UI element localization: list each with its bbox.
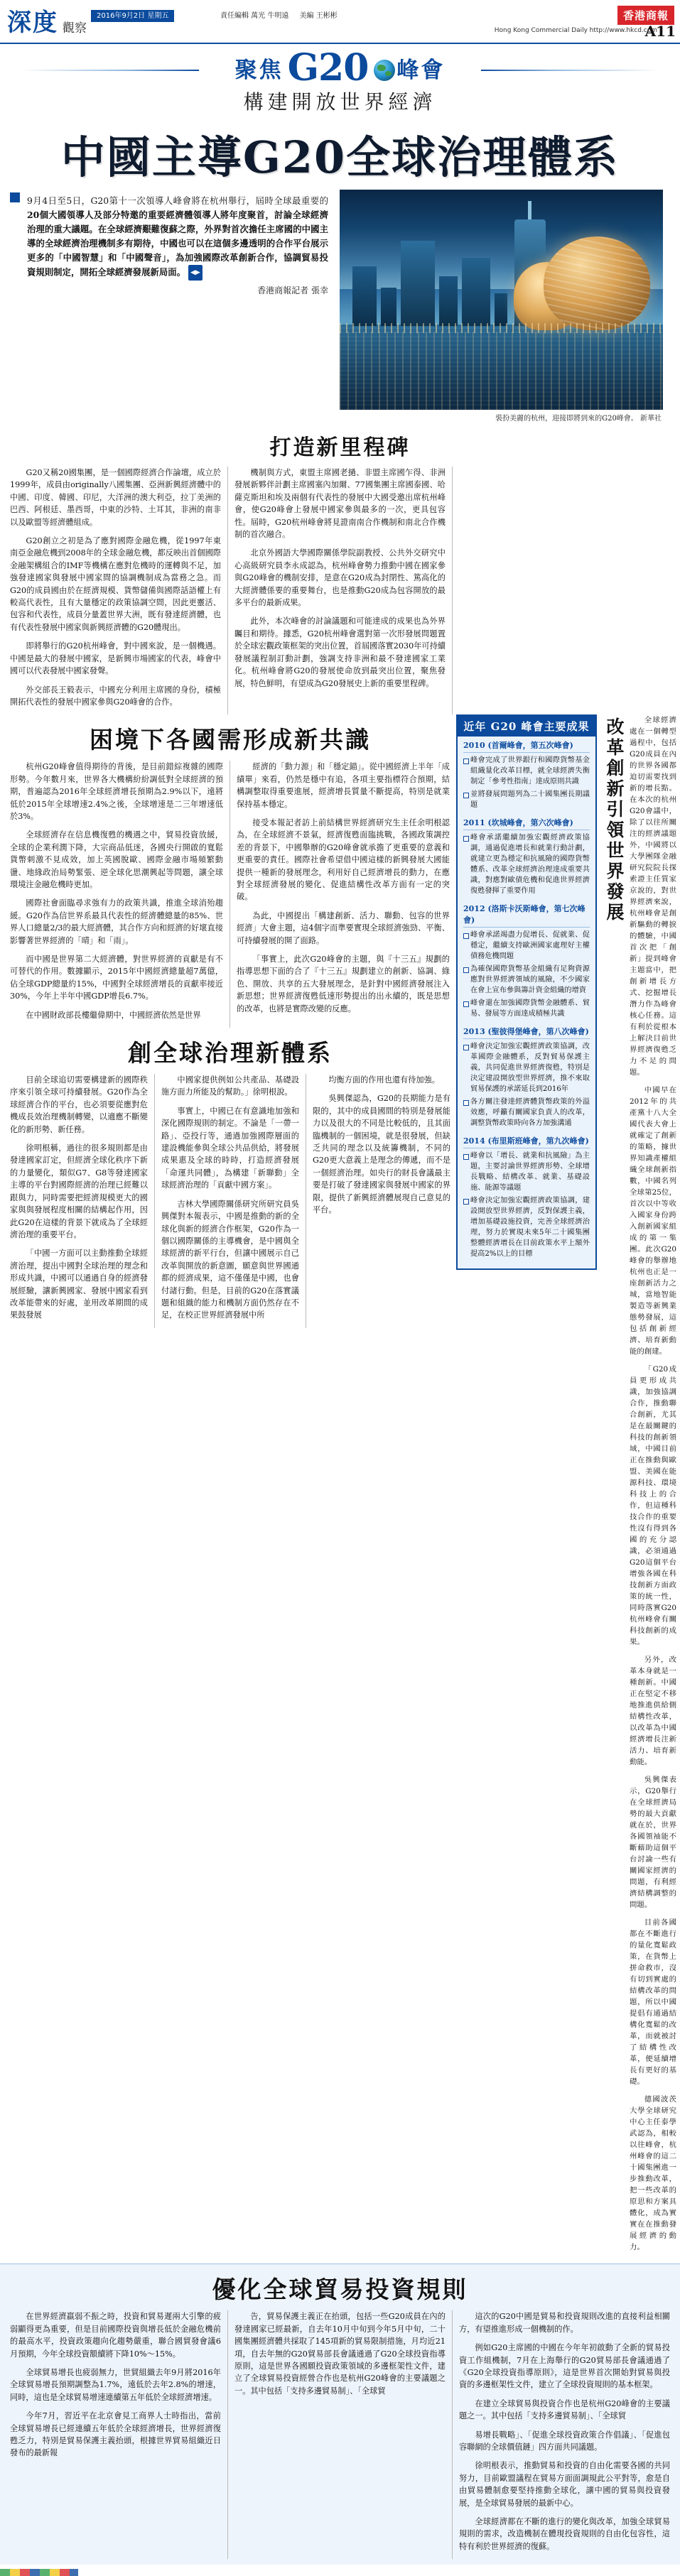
column bbox=[630, 714, 676, 2259]
column bbox=[10, 2310, 221, 2559]
paragraph: 杭州G20峰會值得期待的背後，是目前錯綜複雜的國際形勢。今年數月來，世界各大機構紛紛調低對全球經濟的預期，普遍認為2016年全球經濟增長預期為2.9%以下，遠將低於2015年全球增速2.4%之後，全球增速是二三年增速低於3%。 bbox=[10, 762, 223, 821]
column-placeholder bbox=[459, 467, 670, 714]
result-year: 2013 (聖彼得堡峰會，第八次峰會) bbox=[463, 1026, 590, 1039]
section-heading-2: 困境下各國需形成新共識 bbox=[90, 726, 371, 754]
result-item bbox=[458, 1023, 595, 1132]
photo-caption: 裝扮美麗的杭州，迎接即將到來的G20峰會。 新華社 bbox=[495, 415, 662, 423]
paper-url[interactable]: http://www.hkcd.com bbox=[589, 27, 657, 34]
section-4-columns bbox=[0, 2310, 680, 2565]
result-line: 各方關注發達經濟體貨幣政策的外溢效應，呼籲有關國家負責人的改革，調整貨幣政策時向各方加強溝通 bbox=[463, 1097, 590, 1129]
paper-english-name: Hong Kong Commercial Daily bbox=[494, 27, 588, 34]
result-year: 2012 (洛斯卡沃斯峰會，第七次峰會) bbox=[463, 903, 590, 928]
column bbox=[313, 1074, 450, 1328]
hero-photo bbox=[340, 190, 663, 410]
credit-editor: 責任編輯 萬光 牛明遠 bbox=[220, 12, 289, 20]
quote-mark-icon bbox=[10, 192, 20, 202]
paragraph: 易增長戰略」、「促進全球投資政策合作倡議」、「促進包容聯網的全球價值鏈」四方面共同議題。 bbox=[458, 2430, 670, 2452]
paragraph: 中國早在2012年的共產黨十八大全國代表大會上就確定了創新的策略，據世界知識產權組織全球創新指數，中國名列全球第25位，首次以中等收入國家身份跨入創新國家組成的第一集團。此次G20峰會的舉辦地杭州也正是一座創新活力之城，當地智能製造等新興業態勢發展，這包括創新經濟、培育新動能的創建。 bbox=[630, 1086, 676, 1357]
paragraph: 即將舉行的G20杭州峰會，對中國來說，是一個機遇。中國是最大的發展中國家，是新興市場國家的代表，峰會中國可以代表發展中國家發聲。 bbox=[10, 641, 221, 676]
byline: 香港商報記者 張幸 bbox=[257, 286, 328, 295]
results-box bbox=[456, 714, 597, 1270]
paragraph: G20創立之初是為了應對國際金融危機，從1997年東南亞金融危機到2008年的全球金融危機，都反映出首個國際金融架構組合的IMF等機構在應對危機時的運轉與不足，加強發達國家與發展中國家間的協調機制成為當務之急。而G20的成員國由於在經濟規模、貨幣儲備與國際話語權上有較高代表性，且有大量穩定的政策協調空間，因此更靈活、包容和代表性，成員分量蓋世界大洲，既有發達經濟體，也有代表性發展中國家與新興經濟體的G20體現出。 bbox=[10, 536, 221, 632]
section-subtitle: 觀察 bbox=[63, 21, 87, 36]
footer-color-strip bbox=[0, 2565, 680, 2576]
paragraph: 全球經濟都在不斷的進行的變化與改革，加強全球貿易規則的需求，改造機制在體現投資規則的自由化包容性，這特有利於世界經濟的復蘇。 bbox=[458, 2517, 670, 2551]
result-line: 峰會決定加強宏觀經濟政策協調，改革國際金融體系，反對貿易保護主義，共同促進世界經濟復甦，特別是決定建設開放型世界經濟，推不來取貿易保護的承諾延長到2016年 bbox=[463, 1041, 590, 1094]
photo-block bbox=[340, 190, 663, 423]
result-item bbox=[458, 900, 595, 1023]
date-bar: 2016年9月2日 星期五 bbox=[91, 10, 174, 22]
photo-building bbox=[352, 266, 377, 326]
banner-summit-label: 峰會 bbox=[396, 57, 446, 83]
paragraph: 「事實上，此次G20峰會的主題，與『十三五』規劃的指導思想下面的合了『十三五』規劃建立的創新、協調、綠色、開放、共享的五大發展理念，是針對中國經濟發展注入新思想；世界經濟復甦低速形勢提出的出永續的，既是思想的改革，也將是實際改變的反應。 bbox=[237, 955, 450, 1013]
result-line: 峰會完成了世界銀行和國際貨幣基金組織量化改革目標，就全球經濟失衡制定「參考性指南」達成原則共識 bbox=[463, 755, 590, 787]
column-divider bbox=[227, 2310, 228, 2559]
paragraph: 全球經濟處在一個轉型過程中，包括G20成員在內的世界各國都迫切需要找到新的增長點。在本次的杭州G20會議中，除了以往所關注的經濟議題外，中國將以大學團隊金融研究院院長探索證主任質家京說的，對世界經濟來說，杭州峰會是創新驅動的轉捩的體驗，中國首次把「創新」提到峰會主題當中，把創新增長方式、挖掘增長潛力作為峰會核心任務。這有利於從根本上解決目前世界經濟復甦乏力不足的問題。 bbox=[630, 716, 676, 1077]
paragraph: 吳興傑表示，G20舉行在全球經濟局勢的最大貢獻就在於，世界各國領袖能不斷藉助這個平台討論一些有關國家經濟的問題，有利經濟結構調整的問題。 bbox=[630, 1776, 676, 1910]
column bbox=[161, 1074, 299, 1328]
paragraph: 目前各國都在不斷進行的量化寬鬆政策，在貨幣上拼命救市，沒有切到實處的結構改革的問題，所以中國提倡有通過結構化寬鬆的改革，而就被討了結構性改革，便延續增長有更好的基礎。 bbox=[630, 1918, 676, 2087]
editor-credits bbox=[220, 10, 346, 22]
lead-text-bold: 20個大國領導人及部分特邀的重要經濟體領導人將年度聚首，討論全球經濟治理的重大議題。在全球經濟艱難復蘇之際，外界對首次擔任主席國的中國主導的全球經濟治理機制多有期待，中國也可以在這個多邊透明的合作平台展示更多的「中國智慧」和「中國聲音」，為加強國際改革創新合作，協調貿易投資規則制定，開拓全球經濟發展新局面。 bbox=[27, 210, 328, 278]
section-heading-1: 打造新里程碑 bbox=[269, 435, 411, 460]
result-year: 2010 (首爾峰會，第五次峰會) bbox=[463, 739, 590, 753]
credit-designer: 美編 王彬彬 bbox=[299, 12, 338, 20]
lead-section bbox=[0, 190, 680, 423]
results-box-title: 近年 G20 峰會主要成果 bbox=[458, 716, 595, 737]
bottom-section bbox=[0, 2263, 680, 2565]
photo-building bbox=[401, 241, 435, 326]
photo-dome-large bbox=[544, 237, 650, 330]
result-year: 2014 (布里斯班峰會，第九次峰會) bbox=[463, 1135, 590, 1148]
result-item bbox=[458, 737, 595, 814]
paragraph: 在中國財政部長樓繼偉期中，中國經濟依然是世界 bbox=[26, 1010, 201, 1020]
column bbox=[10, 467, 221, 714]
end-mark-icon: ◀▶ bbox=[188, 265, 203, 281]
result-line: 峰會決定加強宏觀經濟政策協調，建設開放型世界經濟，反對保護主義，增加基礎設施投資，完善全球經濟治理，努力於實現未來5年二十國集團整體經濟增長在目前政策水平上額外提高2%以上的目標 bbox=[463, 1195, 590, 1259]
section-3-columns bbox=[10, 1074, 450, 1328]
column bbox=[234, 467, 446, 714]
photo-building bbox=[381, 288, 396, 326]
banner-decoration-right bbox=[481, 60, 659, 81]
paragraph: 全球貿易增長也疲弱無力，世貿組織去年9月將2016年全球貿易增長預期調整為1.7%，遠低於去年2.8%的增速，同時，這也是全球貿易增速連續第五年低於全球經濟增速。 bbox=[10, 2367, 221, 2402]
column-divider bbox=[452, 467, 453, 714]
paragraph: 此外，本次峰會的討論議題和可能達成的成果也為外界矚目和期待。據悉，G20杭州峰會選對第一次形發展問題置於全球宏觀政策框架的突出位置，首屆國落實2030年可持續發展議程制訂動計劃，強調支持非洲和最不發達國家工業化。杭州峰會將G20的發展使命放到最突出位置，聚焦發展，特色鮮明，有望成為G20發展史上新的重要里程碑。 bbox=[234, 616, 446, 688]
paragraph: 這次的G20中國是貿易和投資規則改進的直接利益相關方，有望推進形成一個機制的作。 bbox=[458, 2312, 670, 2334]
column bbox=[10, 761, 223, 1028]
banner-focus-label: 聚焦 bbox=[234, 57, 284, 83]
result-line: 為確保國際貨幣基金組織有足夠資源應對世界經濟領域的風險，不少國家在會上宣布參與籌計資金組織的增資 bbox=[463, 964, 590, 996]
paragraph: G20又稱20國集團，是一個國際經濟合作論壇，成立於1999年，成員由originally八國集團、亞洲新興經濟體中的中國、印度、韓國、印尼，大洋洲的澳大利亞，拉丁美洲的巴西、阿根廷、墨西哥，中東的沙特、土耳其，非洲的南非以及歐盟等經濟體組成。 bbox=[10, 468, 221, 527]
paper-logo: 香港商報 bbox=[617, 6, 674, 25]
paragraph: 今年7月，習近平在北京會見工商界人士時指出，當前全球貿易增長已經連續五年低於全球經濟增長，世界經濟復甦乏力，特別是貿易保護主義抬頭，根據世界貿易組織近日發布的最新報 bbox=[10, 2411, 221, 2458]
paragraph: 在世界經濟羸弱不振之時，投資和貿易遲兩大引擎的疲弱顯得更為重要，但是目前國際投資與增長低於金融危機前的最高水平，投資政策趨向化趨勢嚴重，聯合國貿發會議6月預期，今年全球投資額續將下降10%～15%。 bbox=[10, 2312, 221, 2359]
paragraph: 在建立全球貿易與投資合作也是杭州G20峰會的主要議題之一。其中包括「支持多邊貿易制」、「全球貿 bbox=[458, 2398, 670, 2421]
banner-g20-label: G20 bbox=[287, 45, 369, 89]
banner-subheadline: 構建開放世界經濟 bbox=[243, 90, 437, 114]
masthead-brand bbox=[7, 3, 87, 38]
paragraph: 機制與方式，東盟主席國老撾、非盟主席國乍得、非洲發展新夥伴計劃主席國塞內加爾、77國集團主席國泰國、哈薩克斯坦和埃及兩個有代表性的發展中大國受邀出席杭州峰會，使G20峰會上發展中國家參與最多的一次，更具包容性。屆時，G20杭州峰會將見證南南合作機制和南北合作機制的首次融合。 bbox=[234, 468, 446, 540]
paragraph: 吉林大學國際關係研究所研究員吳興傑對本報表示，中國是推動的新的全球化與新的經濟合作框架，G20作為一個以國際關係的主導機會，是中國與全球經濟的新平行台，但讓中國展示自己改革與開放的新意圖，願意與世界國通都的經濟成果，這不僅僅是中國，也會付諸行動。但是，目前的G20在落實議題和組織的能力和機制方面仍然存在不足，在校正世界經濟發展中所 bbox=[161, 1199, 299, 1320]
photo-reflection bbox=[340, 332, 663, 410]
masthead bbox=[0, 0, 680, 44]
paragraph: 接受本報記者訪上前結構世界經濟研究生主任余明根認為，在全球經濟不景氣，經濟復甦面臨挑戰，各國政策調控差的背景下，中國舉辦的G20峰會就承擔了更重要的意義和更重要的責任。國際社會希望借中國這樣的新興發展大國能提供一種新的發展理念，利用好自己經濟增長的動力，在應對全球經濟發展的變化、促進結構性改革方面有一定的突破。 bbox=[237, 817, 450, 902]
page-number: A11 bbox=[644, 23, 676, 40]
vertical-section-heading: 改革創新引領世界發展 bbox=[604, 717, 625, 924]
paragraph: 而中國是世界第二大經濟體，對世界經濟的貢獻是有不可替代的作用。數據顯示，2015年中國經濟總量超7萬億，佔全球GDP總量約15%，中國對全球經濟增長的貢獻率接近30%，今年上半年中國GDP增長6.7%。 bbox=[10, 955, 223, 1001]
lead-paragraph bbox=[10, 190, 335, 423]
paragraph: 全球經濟存在信息機復甦的機遇之中，貿易投資放緩，全球的企業利潤下降，大宗商品低迷，各國央行開啟的寬鬆貨幣刺激不見成效，加上英國脫歐、國際金融市場頻繁動盪、地緣政治局勢緊張、逆全球化思潮興起等問題，讓全球環境注金融危機時更加。 bbox=[10, 830, 223, 889]
paragraph: 目前全球追切需要構建新的國際秩序來引領全球可持續發展。G20作為全球經濟合作的平台，也必須要從應對危機成長效治理機制轉變，以適應不斷變化的新形勢、新任務。 bbox=[10, 1075, 148, 1134]
photo-building bbox=[439, 276, 458, 326]
paragraph: 中國家提供例如公共產品、基礎設施方面力所能及的幫助。」徐明根說。 bbox=[161, 1075, 299, 1097]
column bbox=[237, 761, 450, 1028]
result-line: 峰會承諾竭盡力促增長、促就業、促穩定，繼續支持歐洲國家處理好主權債務危機問題 bbox=[463, 930, 590, 962]
column bbox=[459, 2310, 670, 2559]
column-divider bbox=[227, 467, 228, 714]
paragraph: 德國波茨大學全球研究中心主任泰學武認為，相較以往峰會，杭州峰會的這二十國集團進一步推動改革，把一些改革的原思和方案具體化，成為實實在在推動發展經濟的動力。 bbox=[630, 2095, 676, 2252]
paragraph: 為此，中國提出「構建創新、活力、聯動、包容的世界經濟」大會主題，這4個字而準要實現全球經濟強勁、平衡、可持續發展的開了面路。 bbox=[237, 911, 450, 945]
paragraph: 「G20成員更形成共識，加強協調合作，推動聯合創新，尤其是在最關鍵的科技的創新領域，中國目前正在推動與歐盟、美國在能源科技、環境科技上的合作，但這種科技合作的重要性沒有得到各國的充分認識，必須通過G20這個平台增強各國在科技創新方面政策的統一性，同時落實G20杭州峰會有關科技創新的成果。 bbox=[630, 1365, 676, 1647]
result-line: 並將發展問題列為二十國集團長期議題 bbox=[463, 789, 590, 810]
paragraph: 徐明根稱，過往的很多規則都是由發達國家訂定，但經濟全球化秩序下新的力量變化，類似G7、G8等發達國家主導的平台對國際經濟的治理已經難以跟與力，同時需要把經濟規模更大的國家與與發展程度相關的結構起作用，因此G20在這樣的背景下就成為了全球經濟治理的重要平台。 bbox=[10, 1143, 148, 1239]
paragraph: 均衡方面的作用也還有待加強。 bbox=[328, 1075, 440, 1085]
masthead-right bbox=[467, 0, 680, 41]
topic-banner bbox=[0, 47, 680, 118]
paragraph: 吳興傑認為，G20的長期能力是有限的，其中的成員國間的特別是發展能力以及很大的不同是比較低的，且其面臨機制的一個困境，就是很發展，但缺乏共同的理念以及統籌機制，不同的G20更大意義上是理念的傳遞，而不是一個經濟治理。如央行的財長會議最主要是打破了發達國家與發展中國家的界限，提供了新興經濟體展現自己意見的平台。 bbox=[312, 1094, 450, 1215]
result-year: 2011 (坎城峰會，第六次峰會) bbox=[463, 817, 590, 830]
paragraph: 經濟的「動力源」和「穩定錨」。從中國經濟上半年「成績單」來看，仍然是穩中有追，各項主要指標符合預期，結構調整取得重要進展，經濟增長質量不斷提高，特別是就業保持基本穩定。 bbox=[237, 762, 450, 809]
page-title: 中國主導G20全球治理體系 bbox=[60, 131, 620, 183]
section-2-columns bbox=[10, 761, 450, 1028]
result-item bbox=[458, 1132, 595, 1263]
column bbox=[10, 1074, 148, 1328]
globe-icon bbox=[374, 60, 395, 81]
section-heading-3: 創全球治理新體系 bbox=[128, 1039, 333, 1067]
result-line: 峰會以「增長、就業和抗風險」為主題，主要討論世界經濟形勢、全球增長戰略、結構改革、就業、基礎設施、能源等議題 bbox=[463, 1151, 590, 1193]
paragraph: 告，貿易保護主義正在抬頭，包括一些G20成員在內的發達國家已經最新，自去年10月中旬到今年5月中旬，二十國集團經濟體共採取了145項新的貿易限制措施，月均近21項，自去年無的G20貿易部長會議通過了G20全球投資指導原則，這是世界各國願投資政策領域的多邊框架性文件，建立了全球貿易投資經營合作也是杭州G20峰會的主要議題之一。其中包括「支持多邊貿易制」、「全球貿 bbox=[234, 2312, 446, 2396]
section-1-columns bbox=[0, 467, 680, 714]
section-title: 深度 bbox=[7, 9, 58, 37]
photo-building bbox=[495, 293, 507, 326]
paragraph: 事實上，中國已在有意識地加強和深化國際規則的制定。不論是「一帶一路」、亞投行等，通過加強國際層面的建設機能參與全球公共品供給，將發展成果惠及全球的時時，打造經濟發展「命運共同體」，為構建「新聯動」全球經濟治理的「貢獻中國方案」。 bbox=[161, 1106, 299, 1190]
column-divider bbox=[452, 2310, 453, 2559]
result-line: 峰會承諾繼續加強宏觀經濟政策協調，通過促進增長和就業行動計劃，就建立更為穩定和抗風險的國際貨幣體系、改革全球經濟治理達成重要共識，對應對歐債危機和促進世界經濟復甦發揮了重要作用 bbox=[463, 832, 590, 896]
paragraph: 徐明根表示，推動貿易和投資的自由化需要各國的共同努力，目前歐盟議程在貿易方面面調規此公平對等，愈是自由貿易體制愈要堅持推動全球化，讓中國的貿易與投資發展，是全球貿易發展的最新中心。 bbox=[458, 2461, 670, 2508]
paragraph: 「中國一方面可以主動推動全球經濟治理，提出中國對全球治理的理念和形成共識，中國可以通過自身的經濟發展經驗，讓新興國家、發展中國家看到改革能帶來的好處，並用改革期間的成果鼓發展 bbox=[10, 1249, 148, 1320]
result-line: 峰會還在加強國際貨幣金融體系、貿易、發展等方面達成積極共識 bbox=[463, 998, 590, 1019]
section-heading-4: 優化全球貿易投資規則 bbox=[212, 2276, 468, 2304]
photo-building bbox=[462, 258, 490, 326]
paragraph: 例如G20主席國的中國在今年年初啟動了全新的貿易投資工作組機制，7月在上海舉行的G20貿易部長會議通過了《G20全球投資指導原則》，這是世界首次開始對貿易與投資的多邊框架性文件，建立了全球投資規則的基本框架。 bbox=[458, 2343, 670, 2390]
paragraph: 外交部長王毅表示，中國充分利用主席國的身份，積極開拓代表性的發展中國家參與G20峰會的合作。 bbox=[10, 685, 221, 707]
paragraph: 國際社會面臨尋求強有力的政策共識，推進全球消殆趨緩。G20作為信世界系最具代表性的經濟體總量的85%、世界人口總量2/3的最大經濟體，其合作方向和經濟的好壞直接影響著世界經濟的「晴」和「雨」。 bbox=[10, 898, 223, 945]
column-divider bbox=[154, 1074, 155, 1328]
result-item bbox=[458, 814, 595, 900]
column bbox=[234, 2310, 446, 2559]
lead-text-normal: 9月4日至5日，G20第十一次領導人峰會將在杭州舉行，屆時全球最重要的 bbox=[27, 195, 328, 206]
banner-decoration-left bbox=[21, 60, 199, 81]
paragraph: 北京外國語大學國際關係學院副教授、公共外交研究中心高級研究員李永成認為，杭州峰會勢力推動中國在國家參與G20峰會的機制安排，是意在G20成為封閉性、篤高化的大經濟體係要的重要舞台，也是推動G20成為包容開放的最多平台的最新成果。 bbox=[234, 548, 446, 608]
paragraph: 另外，改革本身就是一種創新。中國正在堅定不移地推進供給側結構性改革，以改革為中國經濟增長注新活力、培育新動能。 bbox=[630, 1656, 676, 1767]
